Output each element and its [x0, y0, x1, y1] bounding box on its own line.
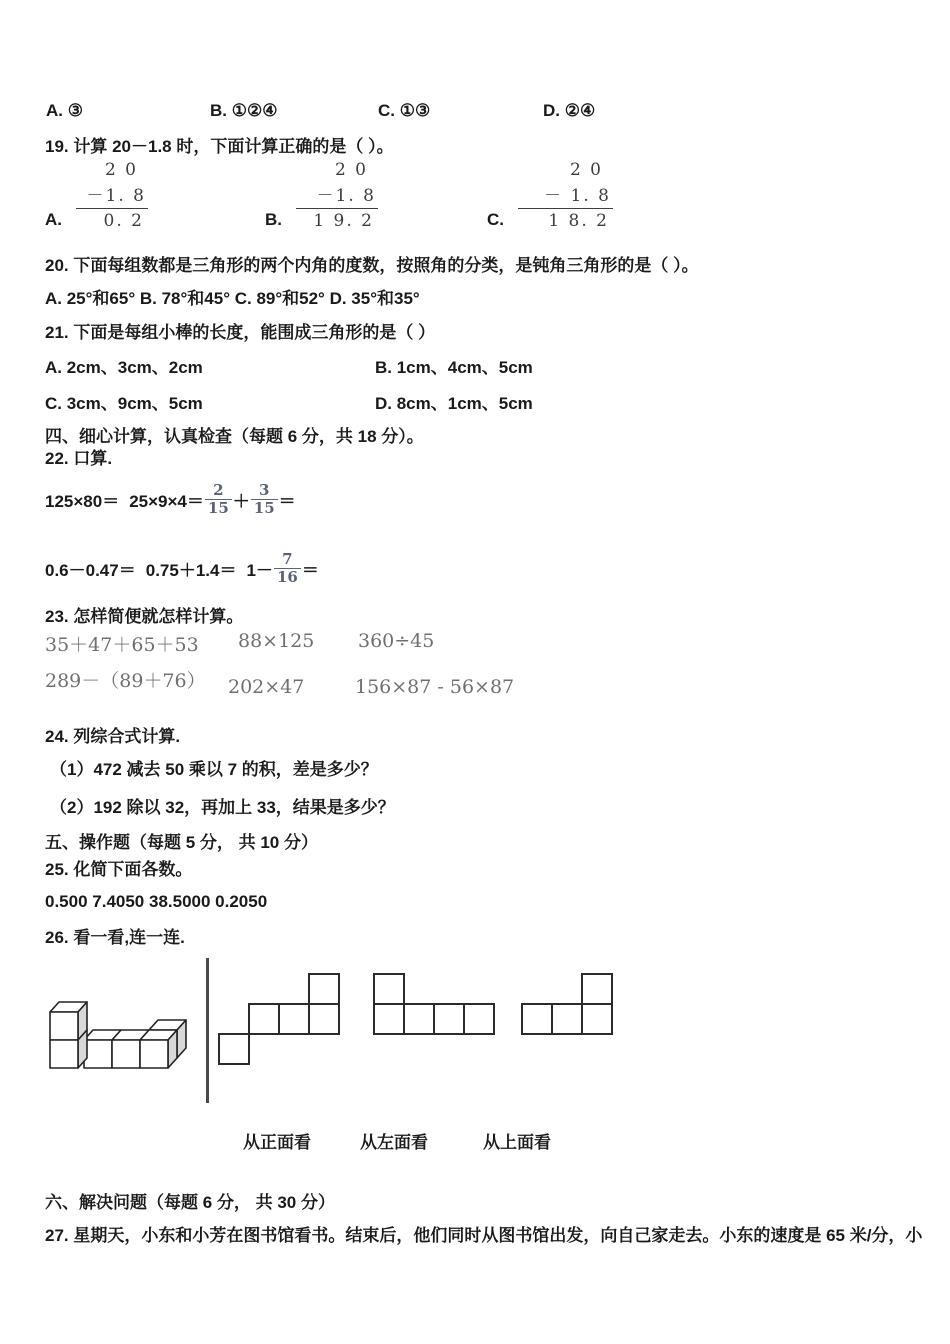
- denominator: 15: [205, 499, 232, 517]
- q22-expr-2: 25×9×4＝: [129, 491, 204, 511]
- denominator: 15: [251, 499, 278, 517]
- q23-expr-4: 289－（89＋76）: [45, 670, 206, 692]
- q19-calc-a-label: A.: [45, 210, 62, 229]
- plus-sign: ＋: [232, 491, 250, 511]
- q25-title: 25. 化简下面各数。: [45, 860, 193, 879]
- numerator: 3: [258, 480, 270, 499]
- q23-expr-5: 202×47: [228, 676, 305, 698]
- q22-expr-1: 125×80＝: [45, 491, 120, 511]
- denominator: 16: [274, 568, 301, 586]
- q19-calc-b: [265, 160, 378, 231]
- q24-item-2: （2）192 除以 32，再加上 33，结果是多少？: [50, 798, 395, 817]
- view-label-left: 从左面看: [360, 1133, 428, 1152]
- q19-calc-c: [487, 160, 613, 231]
- fraction-7-16: [274, 551, 301, 586]
- q22-expr-3: 0.6－0.47＝: [45, 560, 136, 580]
- subtrahend: －1. 8: [296, 181, 378, 209]
- q22-line1: [45, 474, 296, 524]
- q18-option-b: B. ①②④: [210, 101, 278, 120]
- numerator: 2: [213, 480, 224, 499]
- numerator: 7: [282, 549, 293, 568]
- subtrahend: －1. 8: [76, 181, 148, 209]
- q23-expr-1: 35＋47＋65＋53: [45, 634, 199, 656]
- q18-option-c: C. ①③: [378, 101, 431, 120]
- q25-numbers: 0.500 7.4050 38.5000 0.2050: [45, 892, 268, 911]
- result: 1 8. 2: [548, 211, 609, 231]
- section4-header: 四、细心计算，认真检查（每题 6 分，共 18 分）。: [45, 427, 424, 446]
- q20-text: 20. 下面每组数都是三角形的两个内角的度数，按照角的分类，是钝角三角形的是（ ）。: [45, 256, 699, 275]
- minuend: 2 0: [104, 160, 138, 180]
- section5-header: 五、操作题（每题 5 分， 共 10 分）: [45, 833, 318, 852]
- q21-option-c: C. 3cm、9cm、5cm: [45, 394, 203, 413]
- q22-line2: [45, 543, 319, 593]
- q18-option-d: D. ②④: [543, 101, 596, 120]
- q21-option-d: D. 8cm、1cm、5cm: [375, 394, 533, 413]
- q21-option-a: A. 2cm、3cm、2cm: [45, 358, 203, 377]
- equals-sign: ＝: [301, 560, 319, 580]
- result: 0. 2: [103, 211, 144, 231]
- view-shape-3: [521, 973, 615, 1037]
- q24-item-1: （1）472 减去 50 乘以 7 的积，差是多少？: [50, 760, 378, 779]
- q20-options: A. 25°和65° B. 78°和45° C. 89°和52° D. 35°和35°: [45, 289, 420, 308]
- view-label-front: 从正面看: [243, 1133, 311, 1152]
- q22-expr-5: 1－: [246, 560, 273, 580]
- q19-text: 19. 计算 20－1.8 时，下面计算正确的是（ ）。: [45, 137, 394, 156]
- subtrahend: － 1. 8: [518, 181, 613, 209]
- q23-expr-6: 156×87 - 56×87: [355, 676, 515, 698]
- q23-expr-3: 360÷45: [358, 630, 435, 652]
- q21-text: 21. 下面是每组小棒的长度，能围成三角形的是（ ）: [45, 323, 436, 342]
- q27-text: 27. 星期天，小东和小芳在图书馆看书。结束后，他们同时从图书馆出发，向自己家走去。小东的速度是 65 米/分，小: [45, 1226, 923, 1245]
- view-shape-2: [373, 973, 497, 1037]
- equals-sign: ＝: [278, 491, 296, 511]
- section6-header: 六、解决问题（每题 6 分， 共 30 分）: [45, 1193, 335, 1212]
- figure-divider-line: [206, 958, 209, 1103]
- q19-calc-b-label: B.: [265, 210, 282, 229]
- q18-option-a: A. ③: [46, 101, 83, 120]
- q19-calc-c-label: C.: [487, 210, 504, 229]
- q21-option-b: B. 1cm、4cm、5cm: [375, 358, 533, 377]
- fraction-2-15: [205, 482, 232, 517]
- q26-title: 26. 看一看,连一连.: [45, 928, 185, 947]
- minuend: 2 0: [569, 160, 603, 180]
- minuend: 2 0: [334, 160, 368, 180]
- fraction-3-15: [251, 482, 278, 517]
- q22-expr-4: 0.75＋1.4＝: [145, 560, 237, 580]
- q23-title: 23. 怎样简便就怎样计算。: [45, 607, 244, 626]
- view-label-top: 从上面看: [483, 1133, 551, 1152]
- q19-calc-a: [45, 160, 148, 231]
- result: 1 9. 2: [313, 211, 374, 231]
- q24-title: 24. 列综合式计算.: [45, 727, 181, 746]
- view-shape-1: [218, 973, 342, 1067]
- cube-solid-figure: [40, 1000, 210, 1075]
- q23-expr-2: 88×125: [238, 630, 315, 652]
- q22-title: 22. 口算.: [45, 449, 113, 468]
